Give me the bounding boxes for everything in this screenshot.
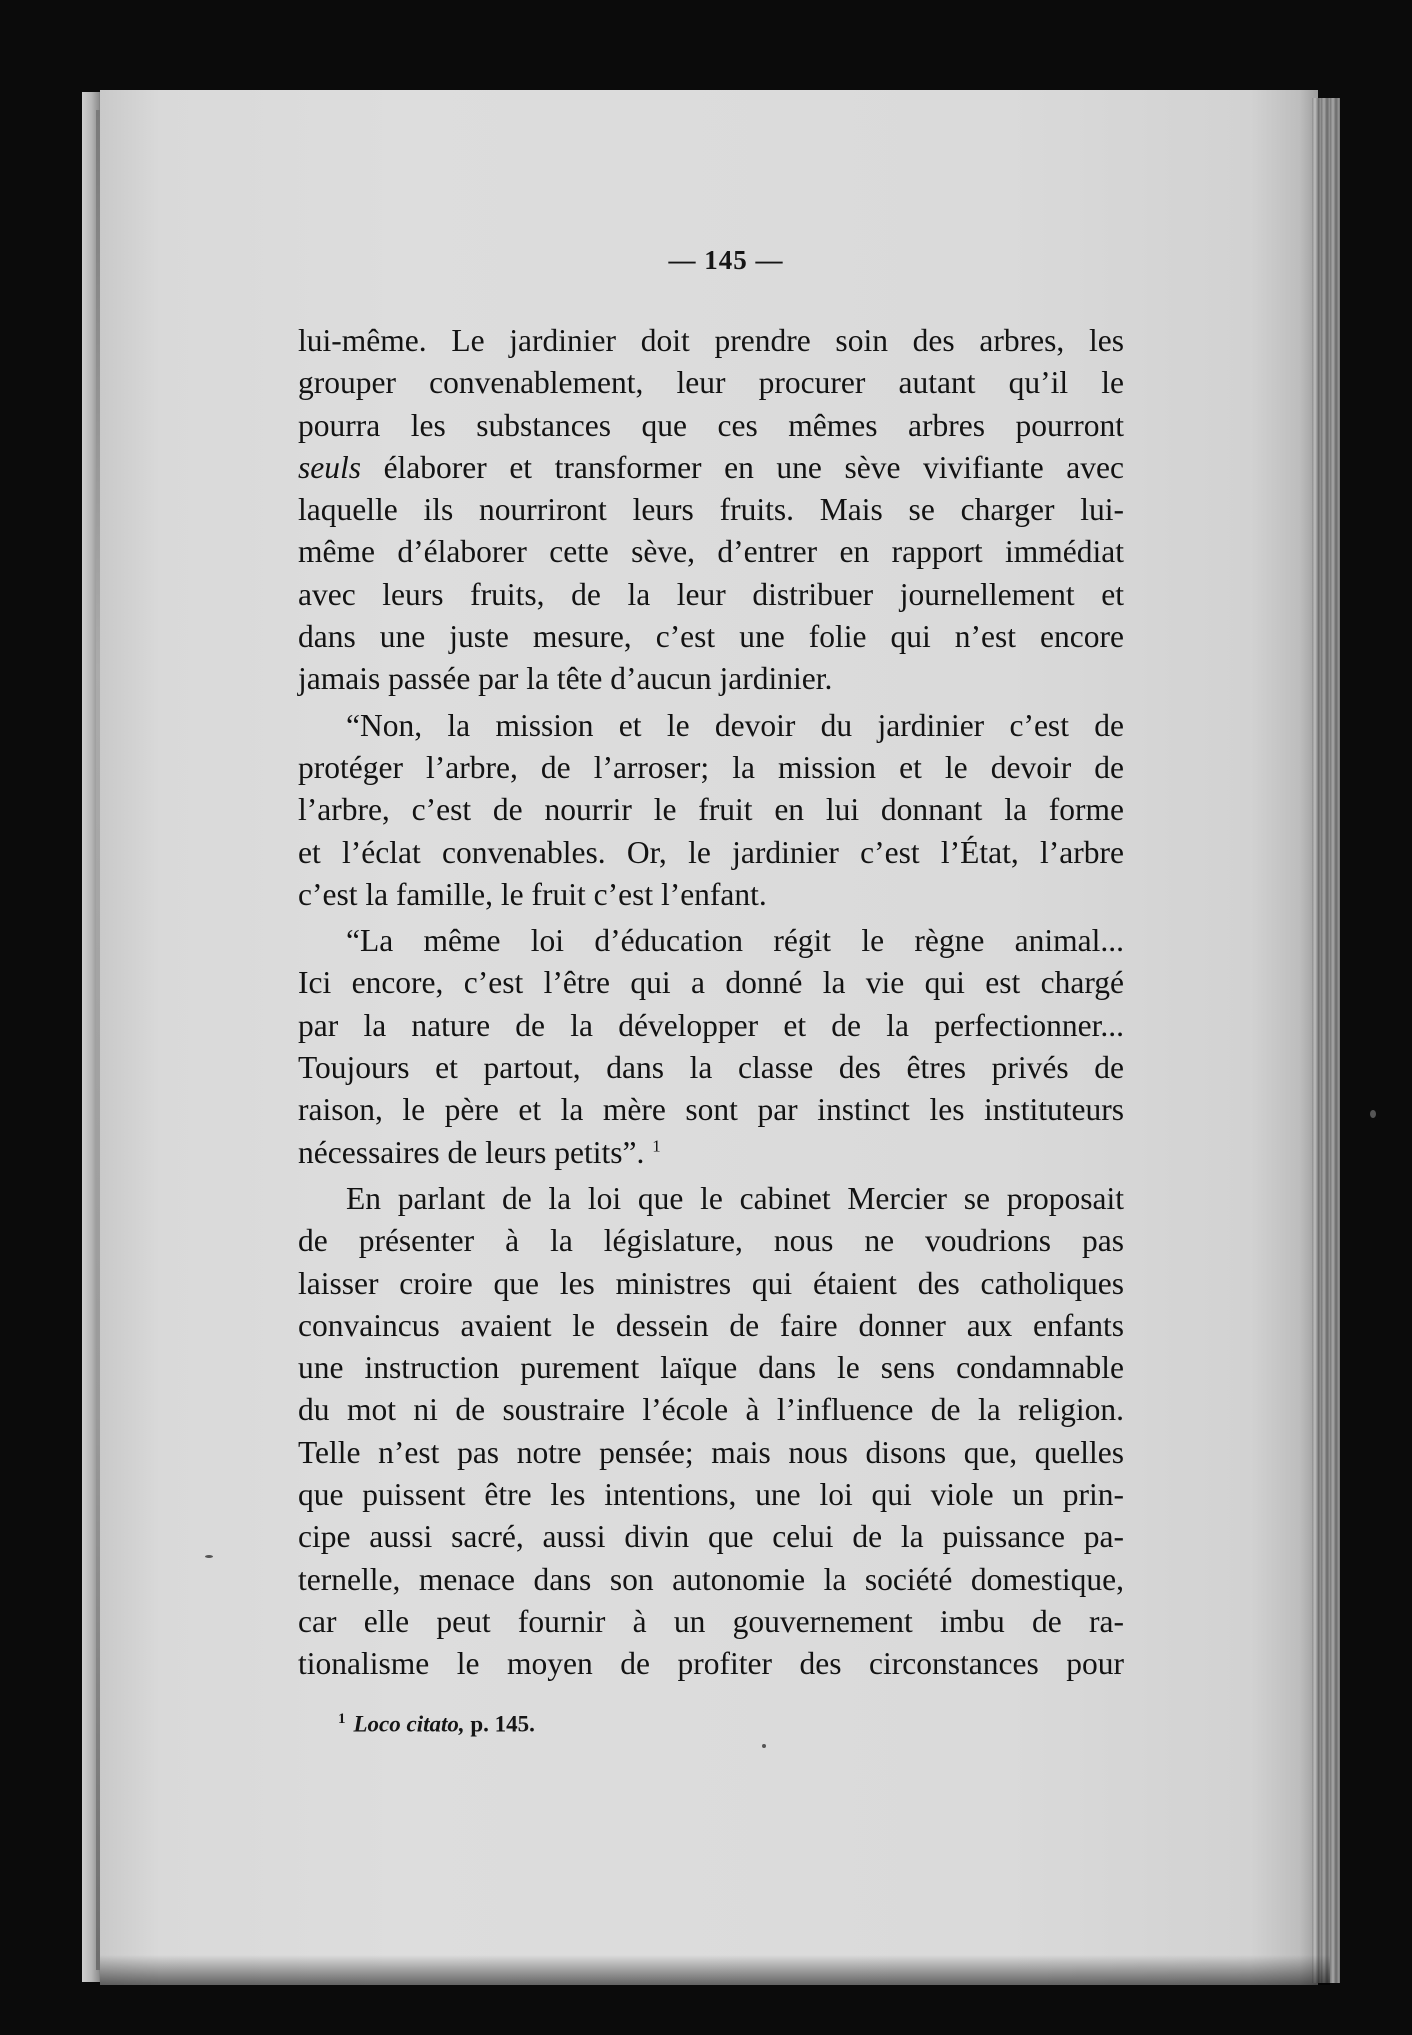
text-line: même d’élaborer cette sève, d’entrer en rapport immédiat [298, 534, 1124, 570]
text-line: laquelle ils nourriront leurs fruits. Mais se charger lui- [298, 492, 1124, 528]
text-line: Toujours et partout, dans la classe des êtres privés de [298, 1050, 1124, 1086]
text-line: pourra les substances que ces mêmes arbres pourront [298, 407, 1124, 443]
text-line: avec leurs fruits, de la leur distribuer journellement et [298, 576, 1124, 612]
text-line: que puissent être les intentions, une loi qui viole un prin- [298, 1477, 1124, 1513]
text-line: Telle n’est pas notre pensée; mais nous disons que, quelles [298, 1434, 1124, 1470]
footnote-page: p. 145. [470, 1711, 535, 1737]
bottom-shadow [100, 1955, 1330, 1985]
scan-speck [762, 1744, 766, 1748]
text-line: En parlant de la loi que le cabinet Mercier se proposait [346, 1180, 1124, 1216]
text-line: lui-même. Le jardinier doit prendre soin des arbres, les [298, 323, 1124, 358]
right-page-edges [1312, 98, 1340, 1983]
text-line: jamais passée par la tête d’aucun jardinier. [298, 661, 833, 697]
footnote-reference: 1 [652, 1136, 661, 1156]
text-line: “La même loi d’éducation régit le règne animal... [346, 923, 1124, 959]
text-line: dans une juste mesure, c’est une folie qui n’est encore [298, 619, 1124, 655]
page-number: — 145 — [668, 245, 784, 275]
text-line-with-footnote [298, 1132, 1124, 1174]
italic-word: seuls [298, 449, 361, 485]
text-line: “Non, la mission et le devoir du jardinier c’est de [346, 707, 1124, 743]
text-line: de présenter à la législature, nous ne voudrions pas [298, 1223, 1124, 1259]
text-line-rest: élaborer et transformer en une sève vivifiante avec [361, 449, 1124, 485]
text-line: du mot ni de soustraire l’école à l’influence de la religion. [298, 1392, 1124, 1428]
text-line-content: nécessaires de leurs petits”. [298, 1134, 645, 1170]
text-line-with-italic [298, 447, 1124, 489]
text-line: convaincus avaient le dessein de faire donner aux enfants [298, 1307, 1124, 1343]
text-line: grouper convenablement, leur procurer autant qu’il le [298, 365, 1124, 401]
text-line: et l’éclat convenables. Or, le jardinier c’est l’État, l’arbre [298, 834, 1124, 870]
scan-speck [205, 1555, 213, 1558]
text-line: c’est la famille, le fruit c’est l’enfant. [298, 876, 767, 912]
footnote-source: Loco citato, [353, 1711, 465, 1737]
scan-speck [1370, 1110, 1376, 1118]
text-line: protéger l’arbre, de l’arroser; la mission et le devoir de [298, 749, 1124, 785]
text-line: cipe aussi sacré, aussi divin que celui de la puissance pa- [298, 1519, 1124, 1555]
footnote [338, 1711, 535, 1738]
text-line: tionalisme le moyen de profiter des circonstances pour [298, 1646, 1124, 1682]
text-line: par la nature de la développer et de la perfectionner... [298, 1007, 1124, 1043]
text-line: laisser croire que les ministres qui étaient des catholiques [298, 1265, 1124, 1301]
text-line: Ici encore, c’est l’être qui a donné la vie qui est chargé [298, 965, 1124, 1001]
body-text [298, 320, 1124, 1686]
text-line: une instruction purement laïque dans le sens condamnable [298, 1350, 1124, 1386]
text-line: raison, le père et la mère sont par instinct les instituteurs [298, 1092, 1124, 1128]
text-line: car elle peut fournir à un gouvernement imbu de ra- [298, 1603, 1124, 1639]
text-line: l’arbre, c’est de nourrir le fruit en lui donnant la forme [298, 792, 1124, 828]
footnote-number: 1 [338, 1711, 346, 1727]
text-line: ternelle, menace dans son autonomie la société domestique, [298, 1561, 1124, 1597]
